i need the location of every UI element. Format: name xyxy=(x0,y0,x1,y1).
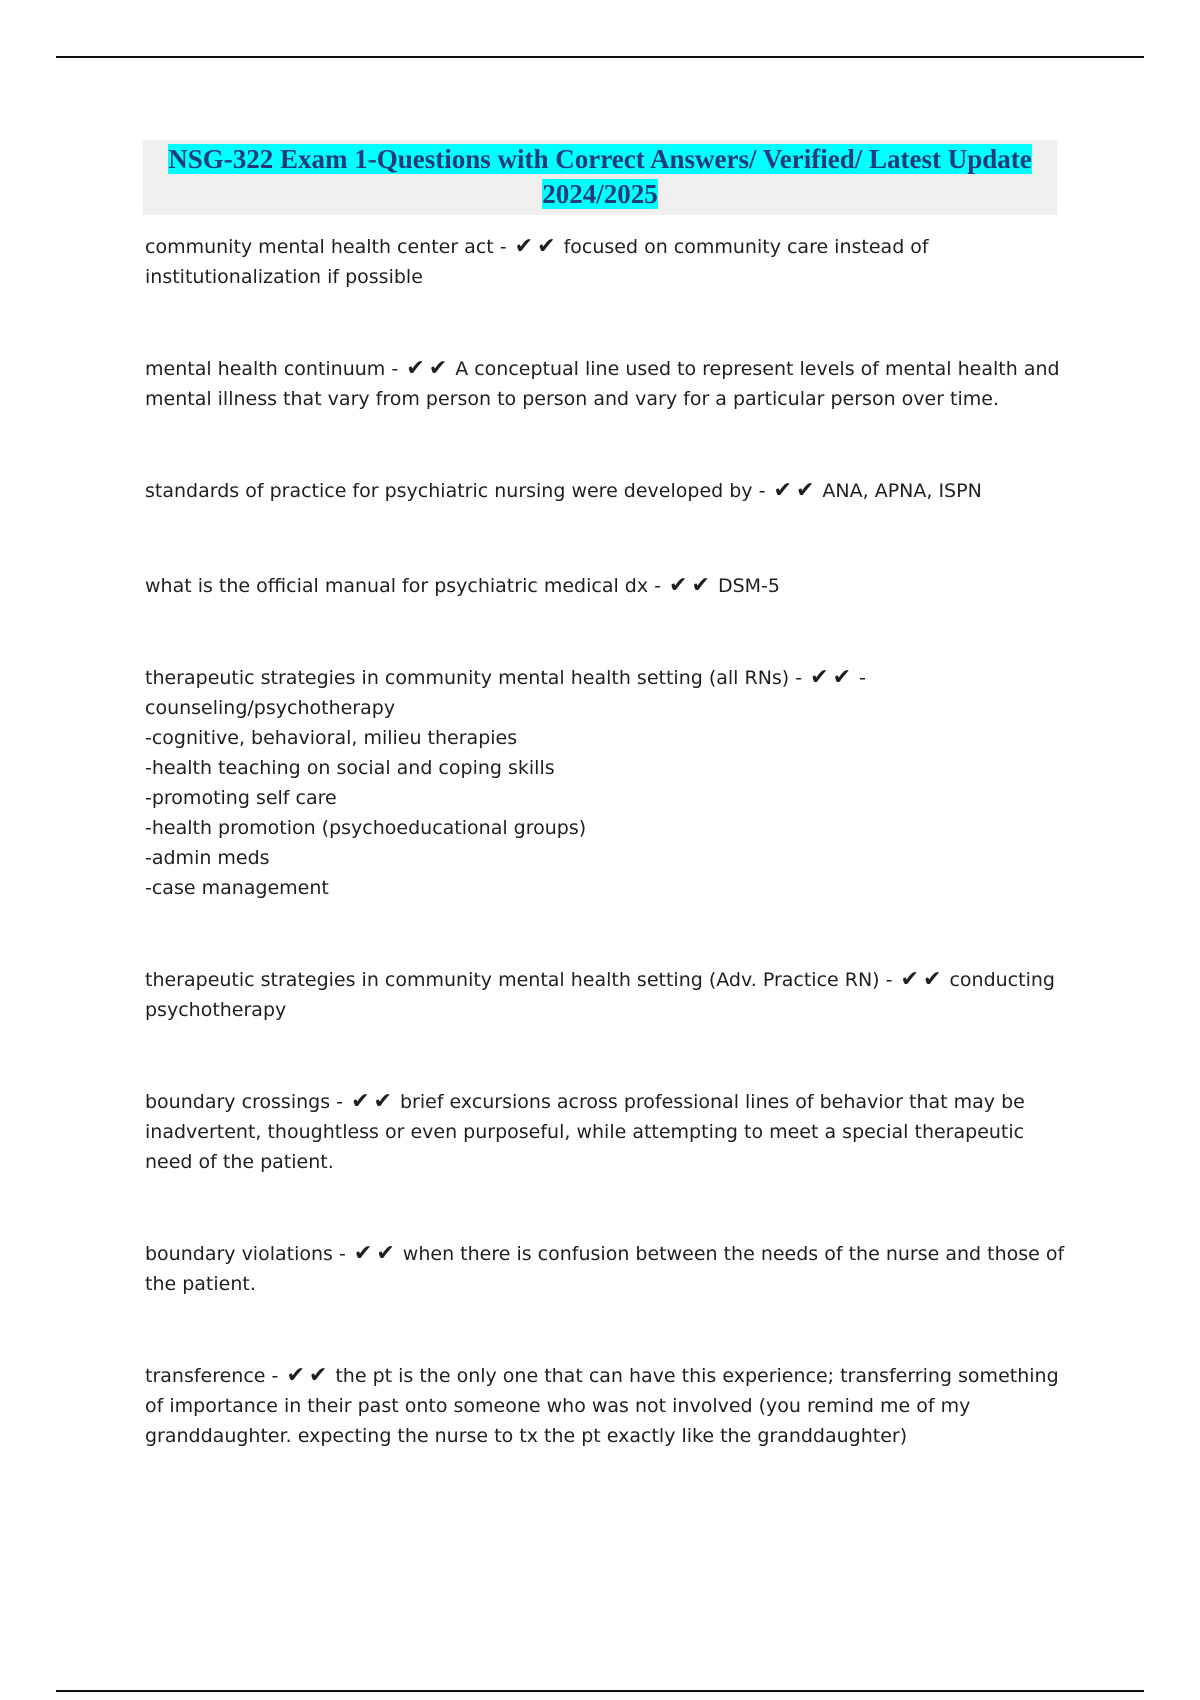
entry-term: transference - xyxy=(145,1365,279,1387)
entry-term: therapeutic strategies in community mental health setting (Adv. Practice RN) - xyxy=(145,969,893,991)
check-mark-icon: ✔ xyxy=(286,1363,305,1388)
qa-entry xyxy=(145,1087,1065,1177)
check-mark-icon: ✔ xyxy=(922,967,942,992)
list-item: -health promotion (psychoeducational groups) xyxy=(145,817,587,839)
check-mark-icon: ✔ xyxy=(308,1363,328,1388)
check-mark-icon: ✔ xyxy=(810,665,829,690)
entry-term: what is the official manual for psychiatric medical dx - xyxy=(145,575,661,597)
entry-term: therapeutic strategies in community mental health setting (all RNs) - xyxy=(145,667,803,689)
check-mark-icon: ✔ xyxy=(428,356,448,381)
check-mark-icon: ✔ xyxy=(514,234,534,259)
entry-term: standards of practice for psychiatric nursing were developed by - xyxy=(145,480,766,502)
qa-list xyxy=(145,232,1065,1451)
entry-term: boundary crossings - xyxy=(145,1091,344,1113)
check-mark-icon: ✔ xyxy=(795,478,815,503)
entry-term: community mental health center act - xyxy=(145,236,507,258)
check-mark-icon: ✔ xyxy=(900,967,919,992)
entry-answer: - counseling/psychotherapy xyxy=(145,667,866,719)
list-item: -cognitive, behavioral, milieu therapies xyxy=(145,727,518,749)
check-mark-icon: ✔ xyxy=(376,1241,395,1266)
top-rule xyxy=(56,56,1144,58)
list-item: -health teaching on social and coping skills xyxy=(145,757,555,779)
entry-answer: the pt is the only one that can have this experience; transferring something of importance in their past onto someone who was not involved (you remind me of my granddaughter. expecting the nurse to tx the pt exactly like the granddaughter) xyxy=(145,1365,1059,1447)
list-item: -case management xyxy=(145,877,329,899)
title-line-2: 2024/2025 xyxy=(542,179,658,209)
check-mark-icon: ✔ xyxy=(773,478,792,503)
qa-entry xyxy=(145,663,1065,903)
entry-term: boundary violations - xyxy=(145,1243,346,1265)
qa-entry xyxy=(145,354,1065,414)
qa-entry xyxy=(145,1361,1065,1451)
entry-answer: when there is confusion between the needs of the nurse and those of the patient. xyxy=(145,1243,1065,1295)
list-item: -promoting self care xyxy=(145,787,337,809)
entry-answer: conducting psychotherapy xyxy=(145,969,1055,1021)
qa-entry xyxy=(145,232,1065,292)
check-mark-icon: ✔ xyxy=(832,665,852,690)
check-mark-icon: ✔ xyxy=(537,234,556,259)
qa-entry xyxy=(145,571,1065,601)
list-item: -admin meds xyxy=(145,847,270,869)
entry-answer: focused on community care instead of institutionalization if possible xyxy=(145,236,929,288)
check-mark-icon: ✔ xyxy=(351,1089,370,1114)
qa-entry xyxy=(145,1239,1065,1299)
qa-entry xyxy=(145,965,1065,1025)
qa-entry xyxy=(145,476,1065,506)
entry-term: mental health continuum - xyxy=(145,358,399,380)
title-line-1: NSG-322 Exam 1-Questions with Correct Answers/ Verified/ Latest Update xyxy=(168,144,1032,174)
check-mark-icon: ✔ xyxy=(406,356,425,381)
check-mark-icon: ✔ xyxy=(373,1089,392,1114)
page-title xyxy=(143,140,1057,215)
check-mark-icon: ✔ xyxy=(669,573,688,598)
entry-answer: ANA, APNA, ISPN xyxy=(822,480,982,502)
bottom-rule xyxy=(56,1690,1144,1692)
entry-answer: brief excursions across professional lines of behavior that may be inadvertent, thoughtless or even purposeful, while attempting to meet a special therapeutic need of the patient. xyxy=(145,1091,1025,1173)
check-mark-icon: ✔ xyxy=(691,573,710,598)
entry-answer: A conceptual line used to represent levels of mental health and mental illness that vary from person to person and vary for a particular person over time. xyxy=(145,358,1060,410)
entry-answer: DSM-5 xyxy=(717,575,780,597)
check-mark-icon: ✔ xyxy=(353,1241,373,1266)
